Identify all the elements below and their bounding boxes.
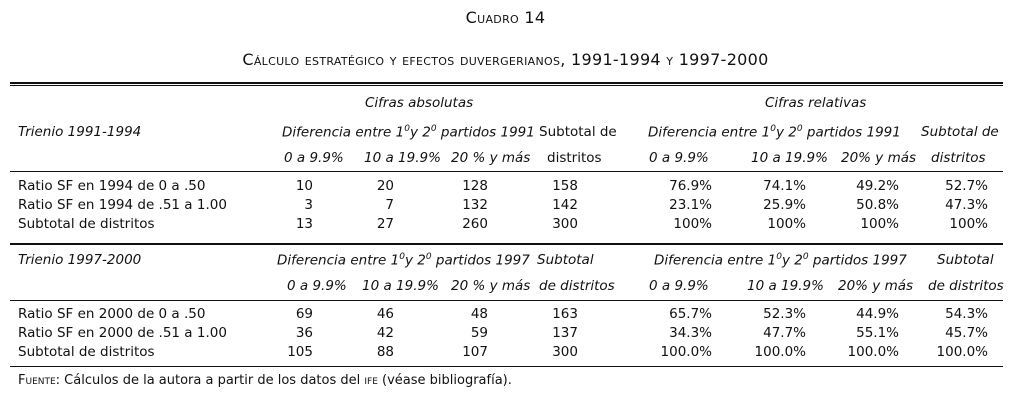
s2-col-abs-4: de distritos bbox=[539, 278, 615, 294]
table-cell: 163 bbox=[552, 306, 578, 322]
s1-col-rel-4: distritos bbox=[931, 150, 986, 166]
s1-col-abs-2: 10 a 19.9% bbox=[364, 150, 441, 166]
section1-rel-subtotal-header: Subtotal de bbox=[921, 124, 999, 140]
table-cell: 13 bbox=[295, 216, 313, 232]
source-note: Fuente: Cálculos de la autora a partir de los datos del ife (véase bibliografía). bbox=[18, 373, 512, 388]
table-cell: 52.3% bbox=[763, 306, 806, 322]
section2-label: Trienio 1997-2000 bbox=[18, 252, 142, 268]
table-cell: 69 bbox=[295, 306, 313, 322]
top-rule-thin bbox=[10, 85, 1003, 86]
table-cell: 10 bbox=[295, 178, 313, 194]
section2-abs-diff-header: Diferencia entre $1^0y$ $2^0$ partidos 1997 bbox=[277, 252, 530, 269]
table-cell: 100.0% bbox=[936, 344, 988, 360]
table-cell: 46 bbox=[376, 306, 394, 322]
table-cell: 50.8% bbox=[856, 197, 899, 213]
section2-header-rule bbox=[10, 300, 1003, 301]
top-rule bbox=[10, 82, 1003, 84]
table-cell: 105 bbox=[287, 344, 313, 360]
table-cell: 54.3% bbox=[945, 306, 988, 322]
row-label: Ratio SF en 2000 de .51 a 1.00 bbox=[18, 325, 227, 341]
table-cell: 49.2% bbox=[856, 178, 899, 194]
table-cell: 47.3% bbox=[945, 197, 988, 213]
table-cell: 100.0% bbox=[660, 344, 712, 360]
table-cell: 44.9% bbox=[856, 306, 899, 322]
s2-col-abs-2: 10 a 19.9% bbox=[362, 278, 439, 294]
s2-col-abs-1: 0 a 9.9% bbox=[287, 278, 347, 294]
table-cell: 142 bbox=[552, 197, 578, 213]
s1-col-rel-3: 20% y más bbox=[841, 150, 917, 166]
s2-col-rel-2: 10 a 19.9% bbox=[747, 278, 824, 294]
table-cell: 59 bbox=[470, 325, 488, 341]
table-cell: 100.0% bbox=[754, 344, 806, 360]
table-cell: 36 bbox=[295, 325, 313, 341]
table-cell: 132 bbox=[462, 197, 488, 213]
table-cell: 300 bbox=[552, 216, 578, 232]
table-cell: 55.1% bbox=[856, 325, 899, 341]
s1-col-rel-1: 0 a 9.9% bbox=[649, 150, 709, 166]
row-label: Subtotal de distritos bbox=[18, 216, 155, 232]
table-cell: 300 bbox=[552, 344, 578, 360]
group-absolute-header: Cifras absolutas bbox=[365, 95, 474, 111]
table-cell: 48 bbox=[470, 306, 488, 322]
table-cell: 128 bbox=[462, 178, 488, 194]
table-cell: 100% bbox=[860, 216, 899, 232]
section1-rel-diff-header: Diferencia entre $1^0y$ $2^0$ partidos 1991 bbox=[648, 124, 901, 141]
table-cell: 88 bbox=[376, 344, 394, 360]
section2-rel-diff-header: Diferencia entre $1^0y$ $2^0$ partidos 1997 bbox=[654, 252, 907, 269]
group-relative-header: Cifras relativas bbox=[765, 95, 867, 111]
row-label: Ratio SF en 1994 de 0 a .50 bbox=[18, 178, 206, 194]
s2-col-rel-1: 0 a 9.9% bbox=[649, 278, 709, 294]
s2-col-abs-3: 20 % y más bbox=[451, 278, 531, 294]
section2-abs-subtotal-header: Subtotal bbox=[537, 252, 594, 268]
table-cell: 23.1% bbox=[669, 197, 712, 213]
table-cell: 100% bbox=[673, 216, 712, 232]
s1-col-abs-1: 0 a 9.9% bbox=[284, 150, 344, 166]
bottom-rule bbox=[10, 366, 1003, 367]
table-cell: 260 bbox=[462, 216, 488, 232]
s1-col-abs-4: distritos bbox=[547, 150, 602, 166]
table-cell: 34.3% bbox=[669, 325, 712, 341]
table-cell: 100% bbox=[949, 216, 988, 232]
table-cell: 74.1% bbox=[763, 178, 806, 194]
table-cell: 65.7% bbox=[669, 306, 712, 322]
table-cell: 20 bbox=[376, 178, 394, 194]
table-cell: 76.9% bbox=[669, 178, 712, 194]
section1-abs-subtotal-header: Subtotal de bbox=[539, 124, 617, 140]
s2-col-rel-4: de distritos bbox=[928, 278, 1004, 294]
table-cell: 100% bbox=[767, 216, 806, 232]
section1-header-rule bbox=[10, 171, 1003, 172]
table-cell: 137 bbox=[552, 325, 578, 341]
section-divider-rule bbox=[10, 243, 1003, 245]
table-cell: 100.0% bbox=[847, 344, 899, 360]
s1-col-rel-2: 10 a 19.9% bbox=[751, 150, 828, 166]
table-cell: 47.7% bbox=[763, 325, 806, 341]
table-number: Cuadro 14 bbox=[465, 8, 546, 27]
section2-rel-subtotal-header: Subtotal bbox=[937, 252, 994, 268]
table-cell: 158 bbox=[552, 178, 578, 194]
table-cell: 42 bbox=[376, 325, 394, 341]
table-cell: 3 bbox=[304, 197, 313, 213]
row-label: Ratio SF en 1994 de .51 a 1.00 bbox=[18, 197, 227, 213]
table-cell: 107 bbox=[462, 344, 488, 360]
table-cell: 7 bbox=[385, 197, 394, 213]
row-label: Ratio SF en 2000 de 0 a .50 bbox=[18, 306, 206, 322]
table-cell: 52.7% bbox=[945, 178, 988, 194]
section1-label: Trienio 1991-1994 bbox=[18, 124, 142, 140]
s2-col-rel-3: 20% y más bbox=[838, 278, 914, 294]
table-cell: 45.7% bbox=[945, 325, 988, 341]
table-cell: 25.9% bbox=[763, 197, 806, 213]
table-cell: 27 bbox=[376, 216, 394, 232]
s1-col-abs-3: 20 % y más bbox=[451, 150, 531, 166]
section1-abs-diff-header: Diferencia entre $1^0y$ $2^0$ partidos 1991 bbox=[282, 124, 535, 141]
row-label: Subtotal de distritos bbox=[18, 344, 155, 360]
table-title: Cálculo estratégico y efectos duvergerianos, 1991-1994 y 1997-2000 bbox=[242, 50, 769, 69]
